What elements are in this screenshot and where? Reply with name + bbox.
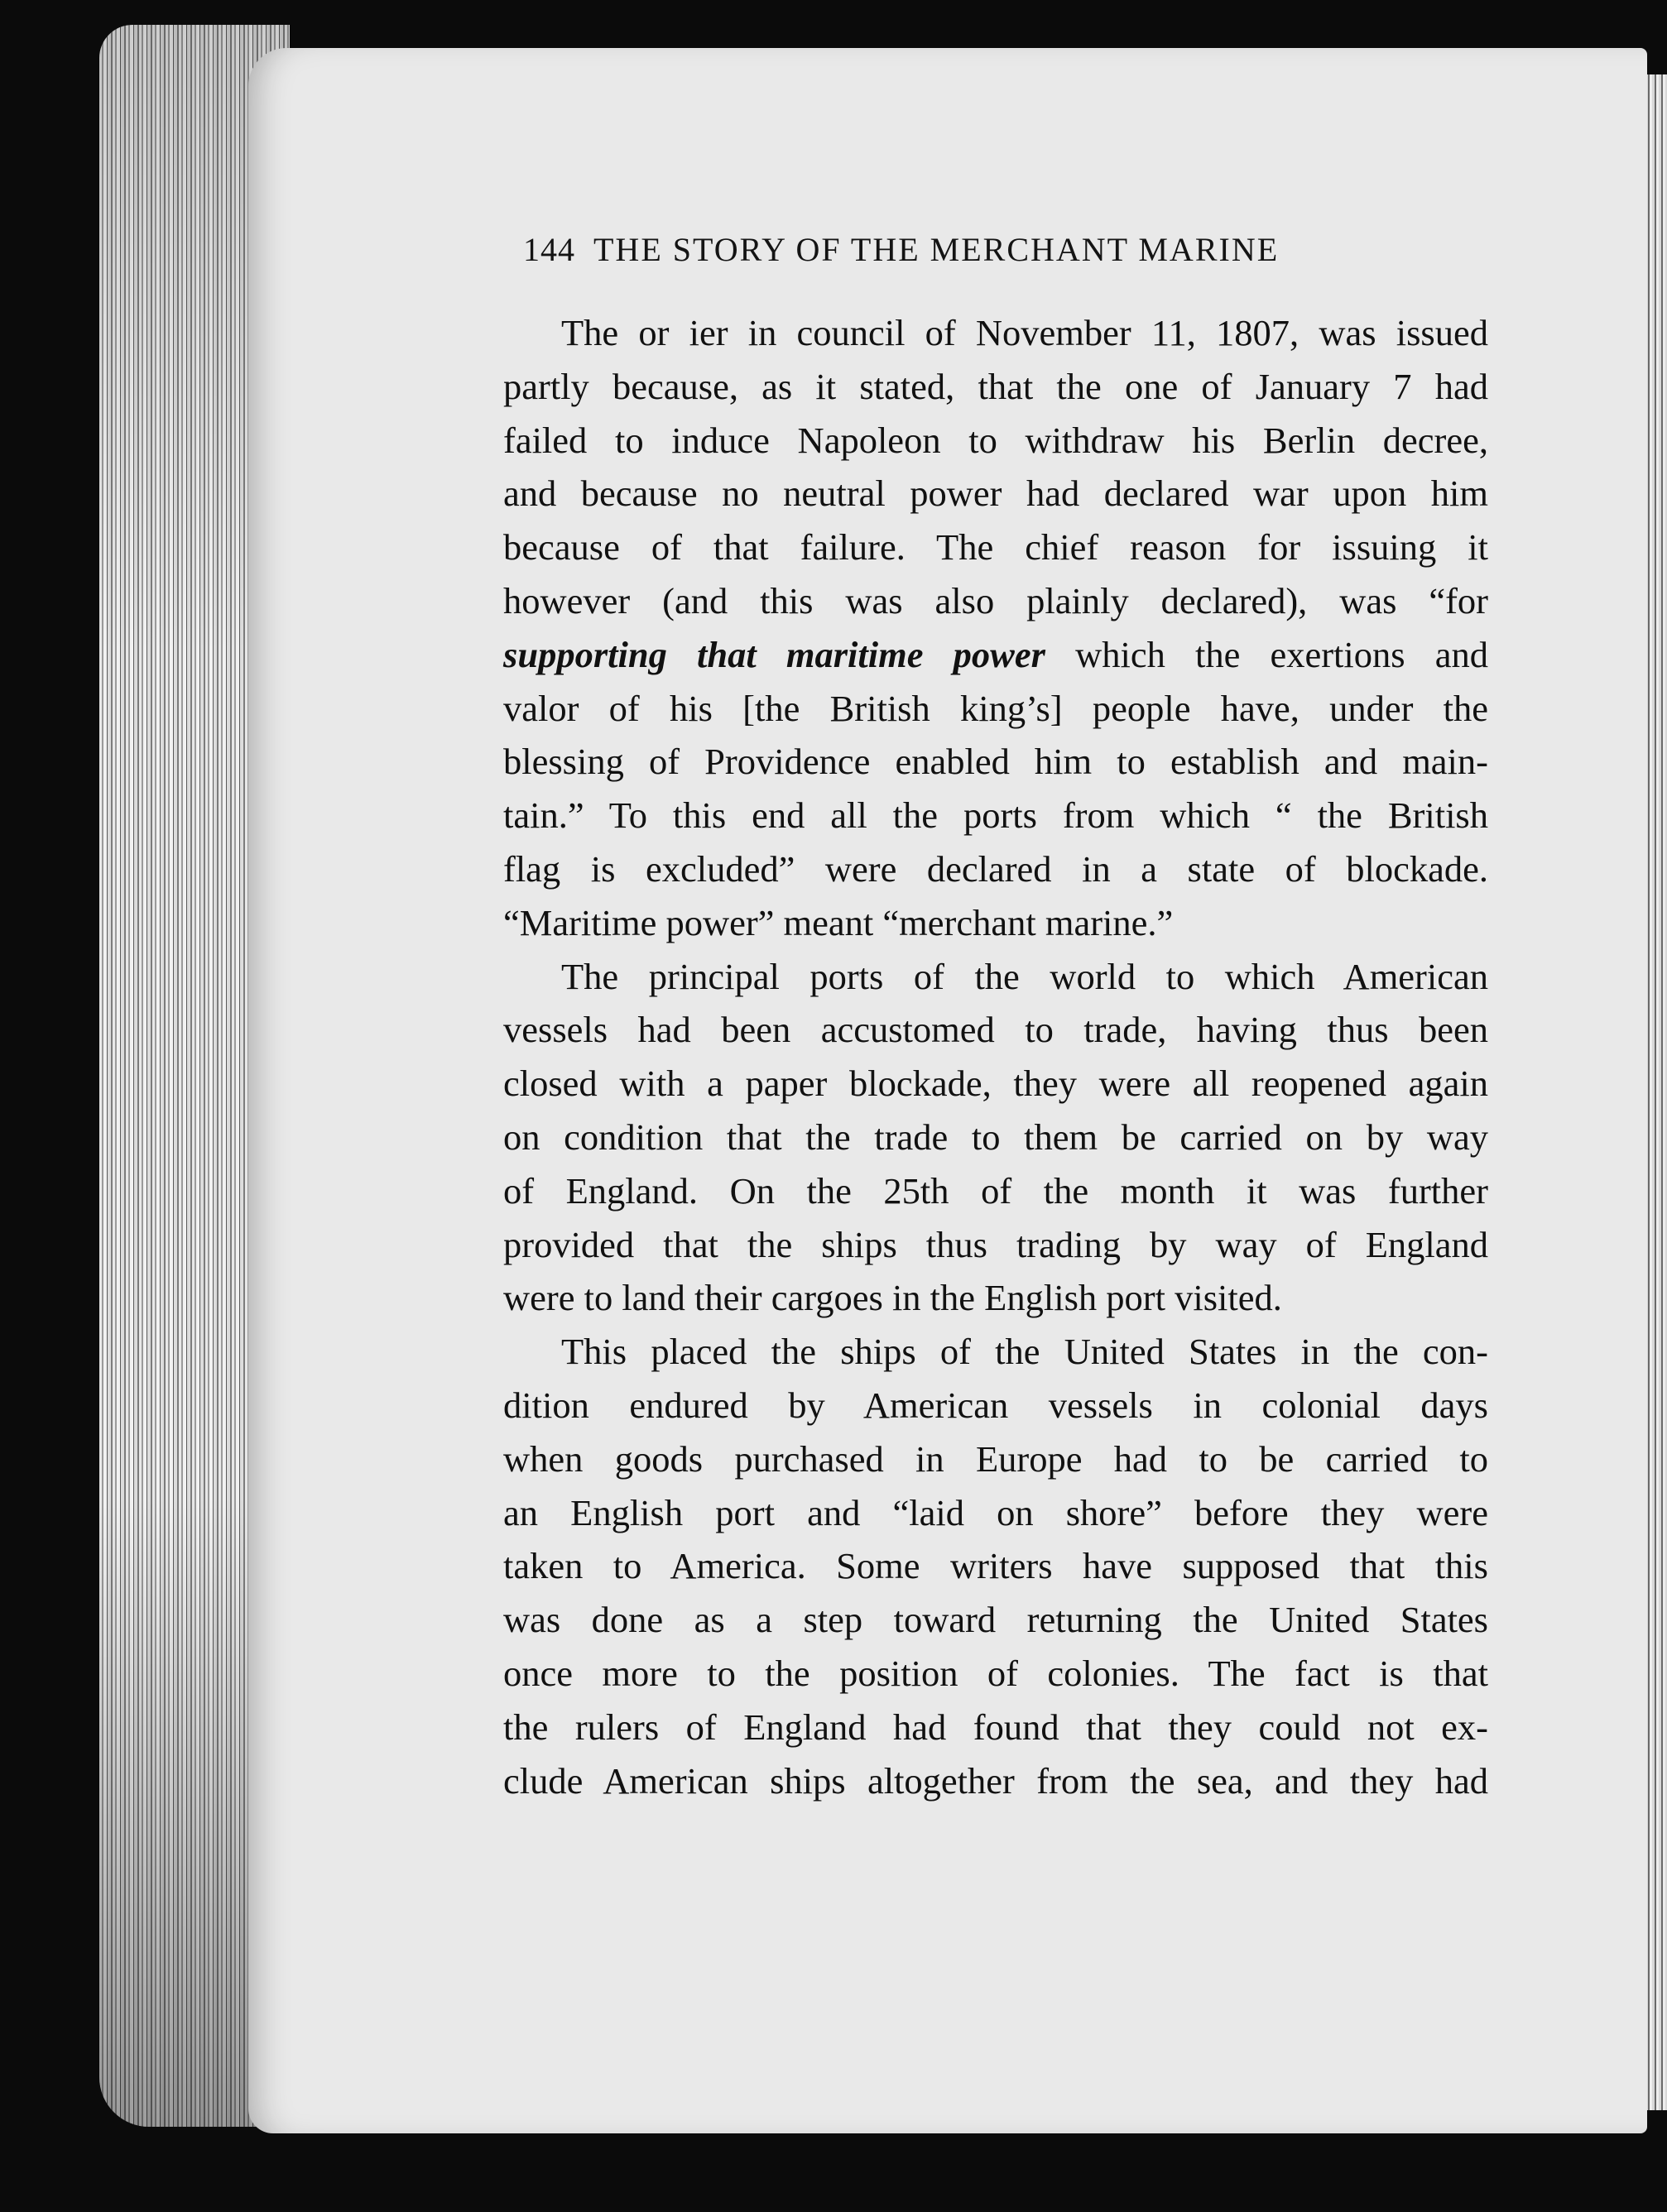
text-line: when goods purchased in Europe had to be carried to [503, 1437, 1488, 1480]
text-line: tain.” To this end all the ports from which “ the British [503, 794, 1488, 837]
text-line: dition endured by American vessels in colonial days [503, 1384, 1488, 1426]
text-line: The or ier in council of November 11, 1807, was issued [561, 312, 1488, 353]
text-line: closed with a paper blockade, they were all reopened again [503, 1063, 1488, 1105]
text-line: “Maritime power” meant “merchant marine.” [503, 901, 1174, 943]
italic-phrase: supporting that maritime power [503, 633, 1045, 675]
running-head-title: THE STORY OF THE MERCHANT MARINE [593, 231, 1280, 268]
text-line: because of that failure. The chief reason for issuing it [503, 526, 1488, 569]
page-number: 144 [523, 231, 575, 268]
paragraph-3 [503, 1325, 1488, 1807]
text-line: This placed the ships of the United States in the con- [561, 1331, 1488, 1373]
text-line: were to land their cargoes in the English port visited. [503, 1277, 1282, 1319]
text-line: was done as a step toward returning the United States [503, 1599, 1488, 1641]
text-line: the rulers of England had found that they could not ex- [503, 1706, 1488, 1748]
text-line: blessing of Providence enabled him to establish and main- [503, 741, 1488, 783]
text-line: an English port and “laid on shore” before they were [503, 1491, 1488, 1533]
text-line: however (and this was also plainly declared), was “for [503, 579, 1488, 621]
text-line: clude American ships altogether from the sea, and they had [503, 1759, 1488, 1802]
text-line: partly because, as it stated, that the one of January 7 had [503, 365, 1488, 407]
text-line: vessels had been accustomed to trade, having thus been [503, 1009, 1488, 1051]
text-line: flag is excluded” were declared in a state of blockade. [503, 847, 1488, 890]
running-header [523, 230, 1425, 288]
text-line: taken to America. Some writers have supposed that this [503, 1545, 1488, 1587]
text-line: once more to the position of colonies. The fact is that [503, 1652, 1488, 1694]
text-line-with-italic [503, 628, 1488, 682]
text-line: and because no neutral power had declared war upon him [503, 473, 1488, 515]
text-line-rest: which the exertions and [1045, 633, 1488, 675]
text-line: of England. On the 25th of the month it was further [503, 1169, 1488, 1212]
paragraph-2 [503, 950, 1488, 1326]
text-line: provided that the ships thus trading by way of England [503, 1223, 1488, 1265]
text-line: failed to induce Napoleon to withdraw his Berlin decree, [503, 419, 1488, 461]
paragraph-1 [503, 306, 1488, 950]
body-text [503, 306, 1488, 1807]
text-line: on condition that the trade to them be carried on by way [503, 1116, 1488, 1158]
text-line: The principal ports of the world to which American [561, 955, 1488, 997]
text-line: valor of his [the British king’s] people have, under the [503, 687, 1488, 729]
